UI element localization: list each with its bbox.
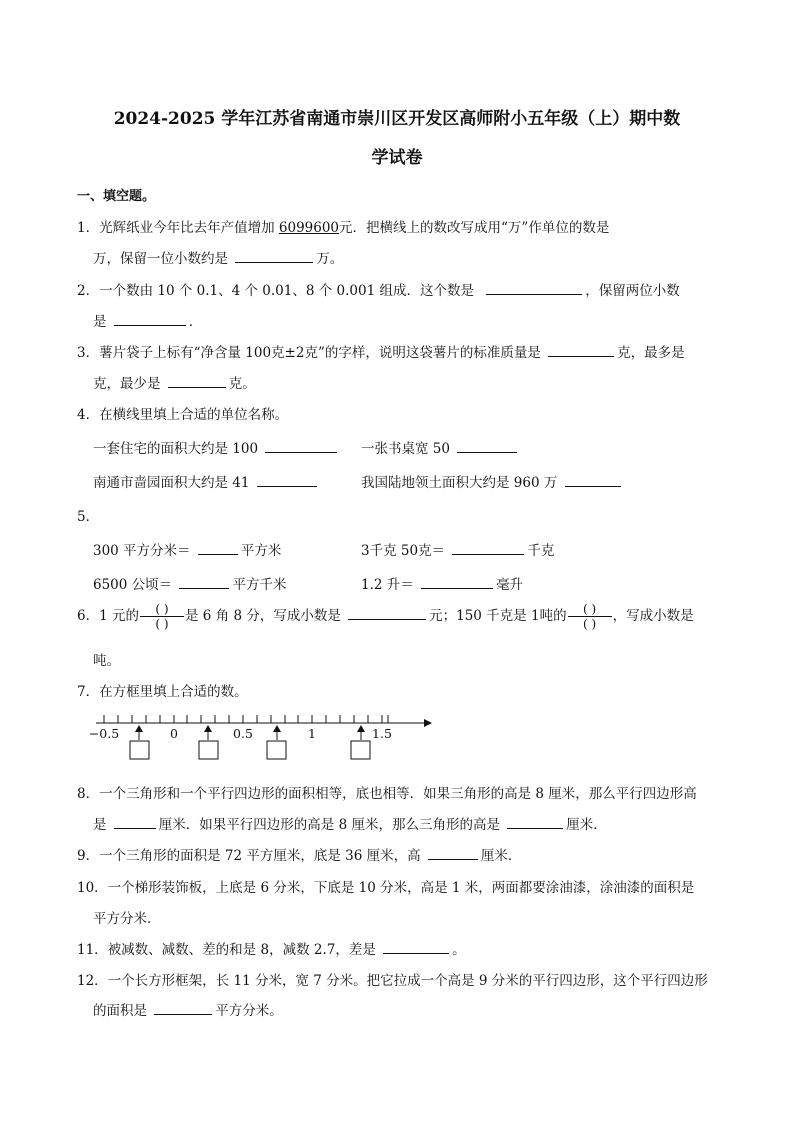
question-10-line-2: 平方分米． <box>93 911 161 927</box>
question-number: 2． <box>77 283 100 299</box>
answer-blank[interactable] <box>348 605 426 620</box>
answer-blank[interactable] <box>179 574 229 589</box>
answer-box[interactable] <box>130 741 149 759</box>
answer-blank[interactable] <box>421 574 493 589</box>
question-number: 1． <box>77 220 100 236</box>
underlined-number: 6099600 <box>278 220 340 236</box>
question-number: 9． <box>77 848 100 864</box>
question-number: 8． <box>77 786 100 802</box>
answer-box[interactable] <box>267 741 286 759</box>
question-11: 11．被减数、减数、差的和是 8，减数 2.7，差是 。 <box>77 938 466 958</box>
question-number: 3． <box>77 345 100 361</box>
question-2-line-2: 是 ． <box>93 310 202 330</box>
answer-blank[interactable] <box>507 814 563 829</box>
tick-label: 1 <box>308 726 316 741</box>
question-10-line-1: 10．一个梯形装饰板，上底是 6 分米，下底是 10 分米，高是 1 米，两面都要涂油漆，涂油漆的面积是 <box>77 880 695 896</box>
answer-blank[interactable] <box>457 438 517 453</box>
tick-label: 1.5 <box>372 726 392 741</box>
question-number: 11． <box>77 942 108 958</box>
answer-blank[interactable] <box>548 342 614 357</box>
question-3-line-1: 3．薯片袋子上标有“净含量 100克±2克”的字样，说明这袋薯片的标准质量是 克，最多是 <box>77 341 685 361</box>
answer-blank[interactable] <box>198 540 238 555</box>
tick-label: 0 <box>170 726 178 741</box>
question-8-line-2: 是 厘米．如果平行四边形的高是 8 厘米，那么三角形的高是 厘米． <box>93 813 607 833</box>
question-12-line-2: 的面积是 平方分米。 <box>93 999 283 1019</box>
answer-blank[interactable] <box>154 1000 212 1015</box>
question-4-intro: 4．在横线里填上合适的单位名称。 <box>77 407 289 423</box>
question-number: 4． <box>77 407 100 423</box>
tick-label: −0.5 <box>88 726 120 741</box>
tick-label: 0.5 <box>233 726 253 741</box>
answer-blank[interactable] <box>235 248 313 263</box>
question-2-line-1: 2．一个数由 10 个 0.1、4 个 0.01、8 个 0.001 组成．这个数是 ，保留两位小数 <box>77 279 680 299</box>
question-number: 6． <box>77 608 100 624</box>
answer-blank[interactable] <box>565 472 621 487</box>
question-3-line-2: 克，最少是 克。 <box>93 372 256 392</box>
question-number: 10． <box>77 880 108 896</box>
question-1-line-1: 1．光辉纸业今年比去年产值增加 6099600元．把横线上的数改写成用“万”作单位的数是 <box>77 220 610 236</box>
section-heading: 一、填空题。 <box>77 189 156 204</box>
question-number: 7． <box>77 684 100 700</box>
question-5-number: 5． <box>77 509 100 525</box>
question-12-line-1: 12．一个长方形框架，长 11 分米，宽 7 分米。把它拉成一个高是 9 分米的平行四边形，这个平行四边形 <box>77 973 708 989</box>
question-9: 9．一个三角形的面积是 72 平方厘米，底是 36 厘米，高 厘米． <box>77 844 521 864</box>
question-4-item: 南通市啬园面积大约是 41 <box>93 471 320 491</box>
answer-blank[interactable] <box>168 373 226 388</box>
question-4-item: 一张书桌宽 50 <box>361 437 520 457</box>
conversion-item: 300 平方分米＝ 平方米 <box>93 539 281 559</box>
question-1-line-2: 万，保留一位小数约是 万。 <box>93 247 343 267</box>
answer-blank[interactable] <box>257 472 317 487</box>
question-6-line-2: 吨。 <box>93 653 120 669</box>
title-line-2: 学试卷 <box>371 148 423 168</box>
answer-blank[interactable] <box>114 311 186 326</box>
conversion-item: 3千克 50克＝ 千克 <box>361 539 554 559</box>
question-4-item: 一套住宅的面积大约是 100 <box>93 437 340 457</box>
question-number: 12． <box>77 973 108 989</box>
answer-box[interactable] <box>199 741 218 759</box>
answer-blank[interactable] <box>114 814 156 829</box>
fraction-blank[interactable]: $\frac{( )}{( )}$ <box>568 603 612 630</box>
question-7-intro: 7．在方框里填上合适的数。 <box>77 684 248 700</box>
answer-box[interactable] <box>351 741 370 759</box>
question-6-line-1: 6．1 元的 $\frac{( )}{( )}$ 是 6 角 8 分，写成小数是 元；150 千克是 1吨的 $\frac{( )}{( )}$ ，写成小数是 <box>77 602 694 631</box>
conversion-item: 1.2 升＝ 毫升 <box>361 573 523 593</box>
title-line-1: 2024-2025 学年江苏省南通市崇川区开发区高师附小五年级（上）期中数 <box>113 109 681 129</box>
number-line <box>88 703 438 765</box>
question-8-line-1: 8．一个三角形和一个平行四边形的面积相等，底也相等．如果三角形的高是 8 厘米，那么平行四边形高 <box>77 786 697 802</box>
answer-blank[interactable] <box>452 540 524 555</box>
arrow-head-icon <box>424 719 432 727</box>
tick-marks <box>104 715 388 723</box>
answer-blank[interactable] <box>486 280 582 295</box>
answer-blank[interactable] <box>265 438 337 453</box>
answer-blank[interactable] <box>383 939 449 954</box>
answer-blank[interactable] <box>428 845 478 860</box>
question-4-item: 我国陆地领土面积大约是 960 万 <box>361 471 624 491</box>
conversion-item: 6500 公顷＝ 平方千米 <box>93 573 286 593</box>
fraction-blank[interactable]: $\frac{( )}{( )}$ <box>140 603 184 630</box>
